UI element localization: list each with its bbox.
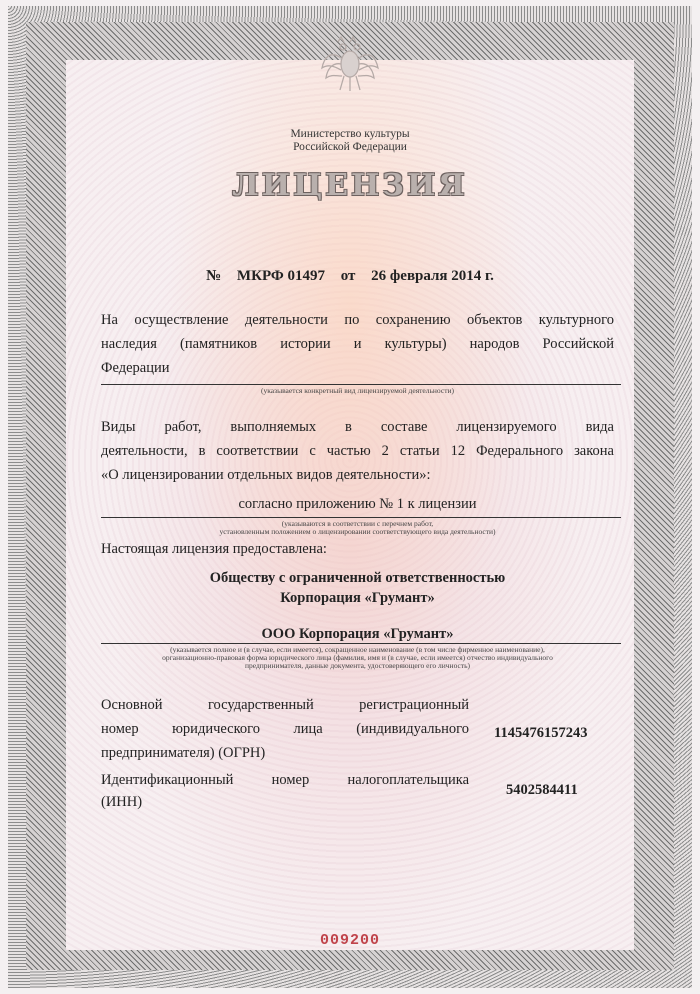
grantee-note-line-1: (указывается полное и (в случае, если имеется), сокращенное наименование (в том числе фирменное наименование), (170, 645, 545, 654)
inn-label-line-1: Идентификационный номер налогоплательщика (101, 772, 469, 788)
works-description (101, 415, 614, 487)
ministry-name (200, 128, 500, 154)
ogrn-label (101, 693, 469, 765)
activity-line-1: На осуществление деятельности по сохранению объектов культурного (101, 312, 614, 328)
license-date: 26 февраля 2014 г. (371, 268, 494, 284)
works-note (101, 520, 614, 536)
works-line-2: деятельности, в соответствии с частью 2 статьи 12 Федерального закона (101, 443, 614, 459)
ministry-line-2: Российской Федерации (293, 141, 407, 153)
works-note-line-2: установленным положением о лицензировании соответствующего вида деятельности) (219, 527, 496, 536)
document-title: ЛИЦЕНЗИЯ (232, 168, 468, 203)
coat-of-arms-icon (318, 34, 382, 94)
grantee-short-name: ООО Корпорация «Грумант» (261, 626, 454, 642)
grantee-full-name (101, 568, 614, 608)
activity-note: (указывается конкретный вид лицензируемой деятельности) (261, 386, 454, 395)
works-value: согласно приложению № 1 к лицензии (238, 496, 477, 512)
activity-underline (101, 384, 621, 385)
grantee-note-line-3: предпринимателя, данные документа, удостоверяющего его личность) (244, 661, 471, 670)
works-line-1: Виды работ, выполняемых в составе лицензируемого вида (101, 419, 614, 435)
inn-label (101, 769, 469, 813)
activity-description (101, 308, 614, 380)
activity-line-2: наследия (памятников истории и культуры) народов Российской (101, 336, 614, 352)
license-number: МКРФ 01497 (236, 268, 325, 284)
inn-value: 5402584411 (506, 782, 578, 798)
grantee-full-name-line-1: Обществу с ограниченной ответственностью (209, 570, 506, 586)
ministry-line-1: Министерство культуры (290, 128, 410, 140)
grantee-note (96, 646, 619, 670)
grantee-full-name-line-2: Корпорация «Грумант» (280, 590, 435, 606)
license-number-row (60, 268, 640, 285)
grantee-underline (101, 643, 621, 644)
number-sign: № (206, 268, 222, 284)
serial-number: 009200 (319, 932, 380, 949)
inn-label-line-2: (ИНН) (101, 794, 143, 810)
activity-line-3: Федерации (101, 360, 170, 376)
ogrn-label-line-1: Основной государственный регистрационный (101, 697, 469, 713)
grantee-note-line-2: организационно-правовая форма юридического лица (фамилия, имя и (в случае, если имеется) отчество индивидуального (162, 653, 553, 662)
ogrn-label-line-2: номер юридического лица (индивидуального (101, 721, 469, 737)
from-word: от (340, 268, 356, 284)
grantee-intro: Настоящая лицензия предоставлена: (101, 541, 327, 557)
ogrn-value: 1145476157243 (494, 725, 588, 741)
ogrn-label-line-3: предпринимателя) (ОГРН) (101, 745, 266, 761)
works-note-line-1: (указываются в соответствии с перечнем работ, (281, 519, 434, 528)
works-underline (101, 517, 621, 518)
works-line-3: «О лицензировании отдельных видов деятельности»: (101, 467, 431, 483)
